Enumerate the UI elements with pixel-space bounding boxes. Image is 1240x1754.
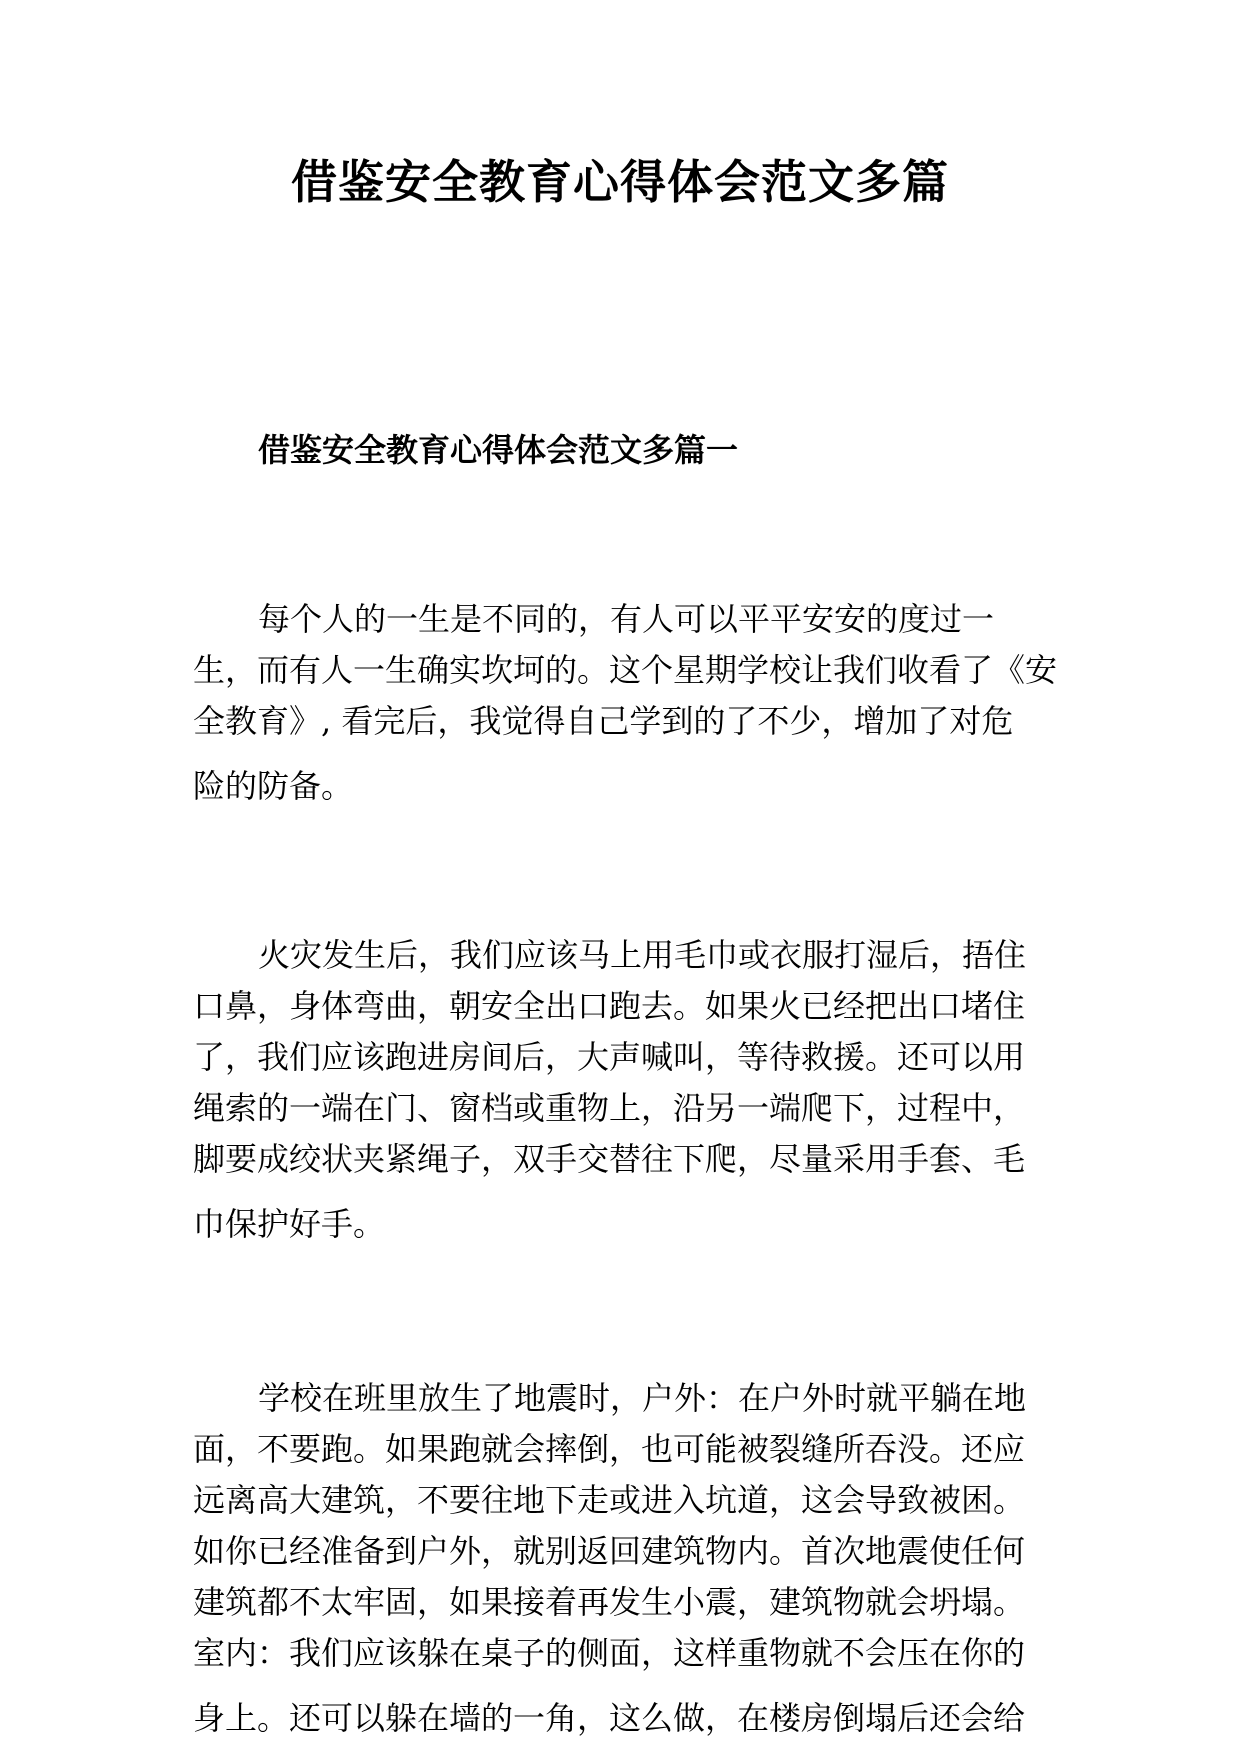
- paragraph-line: 险的防备。: [193, 767, 354, 805]
- paragraph-3: [193, 1373, 1063, 1747]
- document-title: 借鉴安全教育心得体会范文多篇: [291, 155, 949, 209]
- paragraph-line: 生，而有人一生确实坎坷的。这个星期学校让我们收看了《安: [193, 651, 1058, 689]
- paragraph-line: 巾保护好手。: [193, 1205, 386, 1243]
- paragraph-line: 每个人的一生是不同的，有人可以平平安安的度过一: [258, 600, 995, 638]
- paragraph-line: 全教育》, 看完后，我觉得自己学到的了不少，增加了对危: [193, 702, 1014, 740]
- section-heading: 借鉴安全教育心得体会范文多篇一: [258, 431, 739, 469]
- paragraph-line: 身上。还可以躲在墙的一角，这么做，在楼房倒塌后还会给: [193, 1699, 1026, 1737]
- paragraph-line: 脚要成绞状夹紧绳子，双手交替往下爬，尽量采用手套、毛: [193, 1140, 1026, 1178]
- paragraph-line: 学校在班里放生了地震时，户外：在户外时就平躺在地: [258, 1379, 1027, 1417]
- paragraph-line: 室内：我们应该躲在桌子的侧面，这样重物就不会压在你的: [193, 1634, 1026, 1672]
- paragraph-line: 建筑都不太牢固，如果接着再发生小震，建筑物就会坍塌。: [193, 1583, 1026, 1621]
- paragraph-2: [193, 930, 1063, 1253]
- paragraph-line: 口鼻，身体弯曲，朝安全出口跑去。如果火已经把出口堵住: [193, 987, 1026, 1025]
- paragraph-line: 绳索的一端在门、窗档或重物上，沿另一端爬下，过程中，: [193, 1089, 1026, 1127]
- paragraph-line: 面，不要跑。如果跑就会摔倒，也可能被裂缝所吞没。还应: [193, 1430, 1026, 1468]
- paragraph-line: 远离高大建筑，不要往地下走或进入坑道，这会导致被困。: [193, 1481, 1026, 1519]
- paragraph-1: [193, 594, 1063, 815]
- paragraph-line: 如你已经准备到户外，就别返回建筑物内。首次地震使任何: [193, 1532, 1026, 1570]
- paragraph-line: 火灾发生后，我们应该马上用毛巾或衣服打湿后，捂住: [258, 936, 1027, 974]
- paragraph-line: 了，我们应该跑进房间后，大声喊叫，等待救援。还可以用: [193, 1038, 1026, 1076]
